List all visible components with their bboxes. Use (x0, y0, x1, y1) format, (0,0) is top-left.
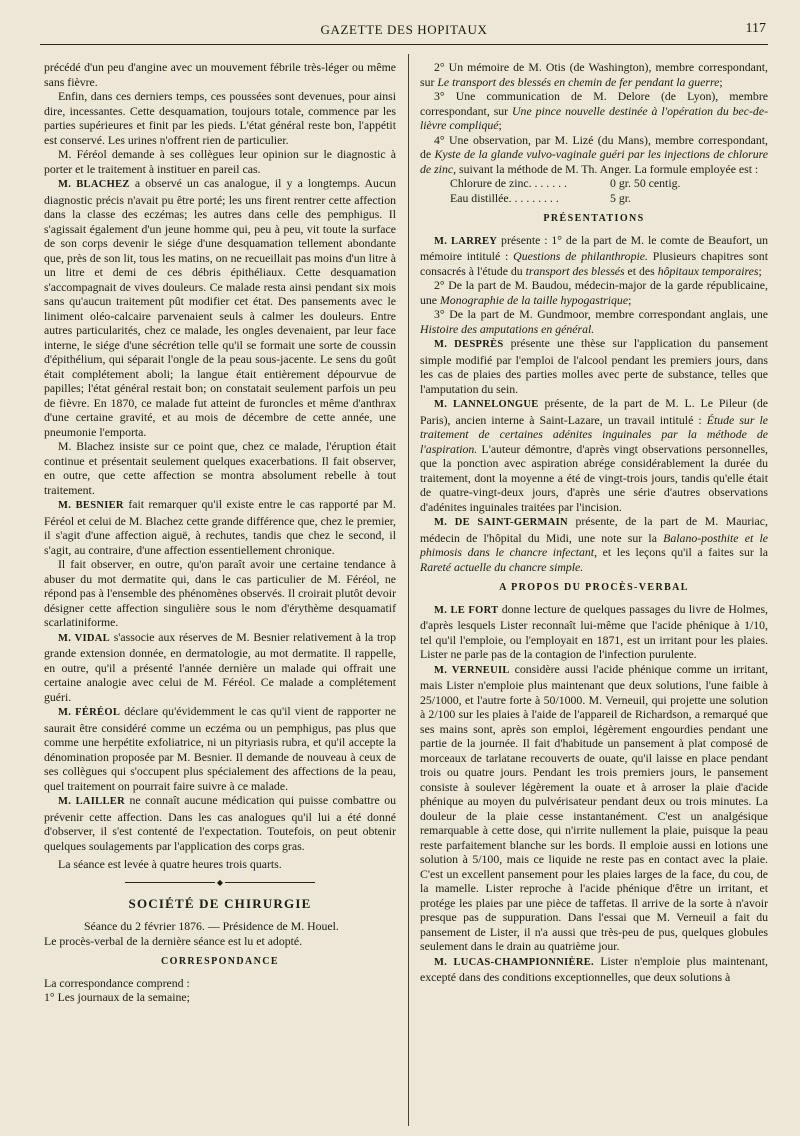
paragraph-text: présente : 1° de la part de M. le comte de Beaufort, un mémoire intitulé : (420, 232, 769, 263)
speaker-name: M. LE FORT (434, 604, 499, 616)
formula-ingredient: Eau distillée. . . . . . . . . (450, 190, 559, 205)
paragraph: M. Féréol demande à ses collègues leur opinion sur le diagnostic à porter et le traitement à instituer en pareil cas. (44, 147, 396, 176)
paragraph-text: ; (498, 118, 502, 132)
title-italic: Étude sur le traitement de certaines adénites inguinales par la méthode de l'aspiration. (420, 412, 768, 456)
paragraph-text: L'auteur démontre, d'après vingt observations personnelles, que la ponction avec aspiration abrége considérablement la durée du traitement, dont la moyenne a été de vingt-trois jours, tandis qu'elle était de quatre-vingt-deux jours, d'après une série d'autres observations d'adénites inguinales traitées par l'incision. (420, 441, 768, 514)
paragraph-text: présente, de la part de M. L. Le Pileur (de Paris), ancien interne à Saint-Lazare, un travail intitulé : (420, 396, 768, 427)
journal-title: GAZETTE DES HOPITAUX (320, 22, 488, 37)
paragraph (44, 497, 396, 557)
paragraph: La séance est levée à quatre heures trois quarts. (58, 857, 282, 871)
paragraph-text: Plusieurs chapitres sont consacrés à l'étude du (420, 249, 768, 278)
paragraph (44, 793, 396, 853)
paragraph: Séance du 2 février 1876. — Présidence de M. Houel. (84, 919, 339, 934)
formula-ingredient: Chlorure de zinc. . . . . . . (450, 176, 567, 190)
paragraph: Le procès-verbal de la dernière séance est lu et adopté. (44, 933, 303, 948)
paragraph-text: fait remarquer qu'il existe entre le cas rapporté par M. Féréol et celui de M. Blachez cette grande différence que, chez le premier, il s'agit d'une affection aiguë, à rechutes, tandis que chez le second, il s'agit, au contraire, d'une affection essentiellement chronique. (44, 497, 396, 557)
paragraph-text: 2° De la part de M. Baudou, médecin-major de la garde républicaine, une (420, 278, 768, 307)
speaker-name: M. VERNEUIL (434, 664, 510, 676)
speaker-name: M. BLACHEZ (58, 179, 130, 190)
paragraph (420, 602, 768, 662)
paragraph (420, 60, 768, 89)
paragraph-text: Lister n'emploie plus maintenant, excepté dans des conditions exceptionnelles, que deux solutions à (420, 953, 768, 984)
paragraph: 1° Les journaux de la semaine; (44, 990, 190, 1005)
ornamental-separator: ◆ (44, 879, 396, 887)
paragraph (420, 514, 768, 574)
title-italic: Questions de philanthropie. (513, 249, 648, 263)
title-italic: Monographie de la taille hypogastrique (439, 292, 629, 307)
speaker-name: M. DE SAINT-GERMAIN (434, 517, 568, 528)
title-italic: Une pince nouvelle destinée à l'opération du bec-de-lièvre compliqué (420, 103, 768, 132)
right-column (420, 60, 768, 985)
paragraph-text: a observé un cas analogue, il y a longtemps. Aucun diagnostic précis n'avait pu être porté; les uns firent rentrer cette affection dans la classe des eczémas; les autres dans celle des pemphigus. Il s'agissait également d'un jeune homme qui, peu à peu, vit toute la surface de son corps devenir le siége d'une desquamation tellement abondante que, près de son lit, tous les matins, on ne recueillait pas moins d'un litre à un litre et demi de ces débris épithéliaux. Cette desquamation s'accompagnait de vives douleurs. Ce malade resta ainsi pendant six mois sans qu'aucun traitement pût modifier cet état. Des pansements avec le liniment oléo-calcaire parvenaient seuls à calmer les douleurs. Entre autres particularités, chez ce malade, les ongles devenaient, par leur face interne, le siége d'une sécrétion telle qu'il se formait une sorte de coussin d'épithélium, qui séparait l'ongle de la peau sous-jacente. Le sens du goût était complétement aboli; la langue était entièrement dépourvue de papilles; l'état général restait bon; on constatait seulement parfois un peu de fièvre. En 1870, ce malade fut atteint de furoncles et même d'anthrax d'une certaine gravité, et au mois de décembre de cette année, une pneumonie l'emporta. (44, 176, 396, 439)
paragraph-text: présente, de la part de M. Mauriac, médecin de l'hôpital du Midi, une note sur la (420, 514, 768, 545)
paragraph-text: s'associe aux réserves de M. Besnier relativement à la trop grande extension donnée, en dermatologie, au mot dermatite. Il rappelle, en outre, qu'il a présenté l'année dernière un malade qui offrait une certaine analogie avec celui de M. Féréol. Ce malade a complétement guéri. (44, 629, 396, 704)
paragraph-text: présente une thèse sur l'application du pansement simple modifié par l'emploi de l'alcool pendant les premiers jours, dans les cas de plaies des parties molles avec perte de substance, telles que l'amputation du sein. (420, 336, 768, 396)
paragraph-text: donne lecture de quelques passages du livre de Holmes, d'après lesquels Lister reconnaît lui-même que l'acide phénique à 1/10, tel qu'il l'emploie, ou l'employait en 1871, est un irritant pour les plaies. Lister ne parle pas de la contagion de l'infection purulente. (420, 601, 768, 661)
paragraph-text: ; (719, 74, 723, 89)
paragraph (44, 176, 396, 439)
paragraph-text: , et les leçons qu'il a faites sur la (594, 545, 768, 559)
paragraph-text: 3° Une communication de M. Delore (de Lyon), membre correspondant, sur (420, 89, 768, 118)
paragraph-text: , suivant la méthode de M. Th. Anger. La formule employée est : (453, 161, 759, 176)
paragraph (420, 954, 768, 985)
formula (450, 176, 768, 205)
title-italic: Histoire des amputations en général. (420, 321, 595, 336)
formula-row (450, 191, 700, 206)
paragraph (420, 336, 768, 396)
paragraph (44, 704, 396, 793)
subsection-heading: CORRESPONDANCE (161, 956, 279, 968)
speaker-name: M. LUCAS-CHAMPIONNIÈRE. (434, 956, 594, 968)
paragraph: Enfin, dans ces derniers temps, ces poussées sont devenues, pour ainsi dire, incessantes. Cette desquamation, toujours totale, commence par les parties supérieures et finit par les pieds. L'état général reste bon, l'appétit est conservé. Les urines n'offrent rien de particulier. (44, 89, 396, 147)
page-number: 117 (745, 21, 766, 36)
speaker-name: M. BESNIER (58, 500, 124, 511)
paragraph-text: 4° Une observation, par M. Lizé (du Mans), membre correspondant, de (420, 132, 768, 161)
masthead (40, 20, 768, 44)
formula-quantity: 0 gr. 50 centig. (610, 176, 681, 190)
title-italic: Balano-posthite et le phimosis dans le chancre infectant (420, 530, 768, 559)
paragraph-text: déclare qu'évidemment le cas qu'il vient de rapporter ne saurait être considéré comme un eczéma ou un pemphigus, pas plus que comme une herpétite exfoliatrice, ni un pityriasis rubra, et qu'il accepte la dénomination proposée par M. Besnier. Il demande de nouveau à ceux de ses collègues qui s'occupent plus spécialement des affections de la peau, quel traitement on pourrait faire suivre à ce malade. (44, 704, 396, 793)
subsection-heading: PRÉSENTATIONS (543, 213, 645, 224)
section-heading: SOCIÉTÉ DE CHIRURGIE (128, 895, 312, 911)
speaker-name: M. DESPRÈS (434, 339, 504, 350)
paragraph (420, 396, 768, 514)
paragraph (420, 278, 768, 307)
paragraph: M. Blachez insiste sur ce point que, chez ce malade, l'éruption était continue et présentait seulement quelques exacerbations. Il fait observer, en outre, que cette affection se montra absolument rebelle à tout traitement. (44, 439, 396, 497)
title-italic: hôpitaux temporaires (657, 263, 759, 278)
paragraph-text: 2° Un mémoire de M. Otis (de Washington), membre correspondant, sur (420, 60, 768, 89)
column-divider (408, 54, 409, 1126)
paragraph (44, 630, 396, 705)
speaker-name: M. LANNELONGUE (434, 399, 539, 410)
paragraph-text: 3° De la part de M. Gundmoor, membre correspondant anglais, une (434, 307, 768, 321)
subsection-heading: A PROPOS DU PROCÈS-VERBAL (499, 582, 689, 593)
speaker-name: M. LARREY (434, 235, 498, 247)
left-column (44, 60, 396, 1005)
paragraph (420, 662, 768, 954)
formula-quantity: 5 gr. (610, 190, 631, 205)
formula-row (450, 176, 700, 191)
paragraph: précédé d'un peu d'angine avec un mouvement fébrile très-léger ou même sans fièvre. (44, 60, 396, 89)
speaker-name: M. FÉRÉOL (58, 707, 121, 718)
paragraph-text: considère aussi l'acide phénique comme un irritant, mais Lister n'emploie plus maintenant que deux solutions, l'une faible à 25/1000, et l'autre forte à 50/1000. M. Verneuil, qui projette une solution à 2/100 sur les plaies à l'aide de l'appareil de Richardson, a remarqué que ses mains sont, après son emploi, légèrement engourdies pendant une partie de la journée. Il fait d'habitude un pansement à plat composé de morceaux de tarlatane recouverts de ouate, qu'il laisse en place pendant trois ou quatre jours. Pendant les trois premiers jours, le pansement consiste à soulever légèrement la ouate et à arroser la plaie d'acide phénique au moyen du pulvérisateur pendant deux ou trois minutes. La douleur de la plaie cesse instantanément. C'est un analgésique remarquable à cette dose, qui n'irrite nullement la plaie, puisque la peau reste parfaitement blanche sur les bords. Il emploie aussi en lotions une solution à 5/100, mais ce liquide ne reste pas en contact avec la plaie. C'est un excellent pansement pour les plaies larges de la face, du cou, de la mamelle. Lister reproche à l'acide phénique d'être un irritant, et protége les plaies par une pièce de taffetas. Il arrive de la sorte à n'avoir presque pas de suppuration. Dans l'essai que M. Verneuil a fait du pansement de Lister, il n'a aussi que très-peu de pus, quelques globules seulement dans le drain au quatrième jour. (420, 661, 768, 953)
paragraph-text: ; (628, 292, 632, 307)
title-italic: transport des blessés (525, 263, 625, 278)
title-italic: Le transport des blessés en chemin de fer pendant la guerre (437, 74, 720, 89)
title-italic: Kyste de la glande vulvo-vaginale guéri par les injections de chlorure de zinc (420, 147, 768, 176)
paragraph (420, 133, 768, 177)
paragraph: La correspondance comprend : (44, 975, 190, 990)
paragraph (420, 307, 768, 336)
paragraph-text: et des (624, 263, 658, 278)
paragraph (420, 233, 768, 279)
paragraph: Il fait observer, en outre, qu'on paraît avoir une certaine tendance à abuser du mot dermatite qui, dans le cas particulier de M. Féréol, ne répond pas à l'ensemble des phénomènes observés. Il croirait plutôt devoir désigner cette affection singulière sous le nom d'érythème desquamatif scarlatiniforme. (44, 557, 396, 629)
paragraph (420, 89, 768, 133)
header-rule (40, 44, 768, 45)
paragraph-text: ; (758, 263, 762, 278)
speaker-name: M. VIDAL (58, 632, 110, 644)
speaker-name: M. LAILLER (58, 796, 125, 807)
title-italic: Rareté actuelle du chancre simple. (420, 559, 584, 574)
paragraph-text: ne connaît aucune médication qui puisse combattre ou prévenir cette affection. Dans les cas analogues qu'il lui a été donné d'observer, il s'est contenté de l'expectation. Toutefois, on peut obtenir quelques soulagements par l'application des corps gras. (44, 793, 396, 853)
